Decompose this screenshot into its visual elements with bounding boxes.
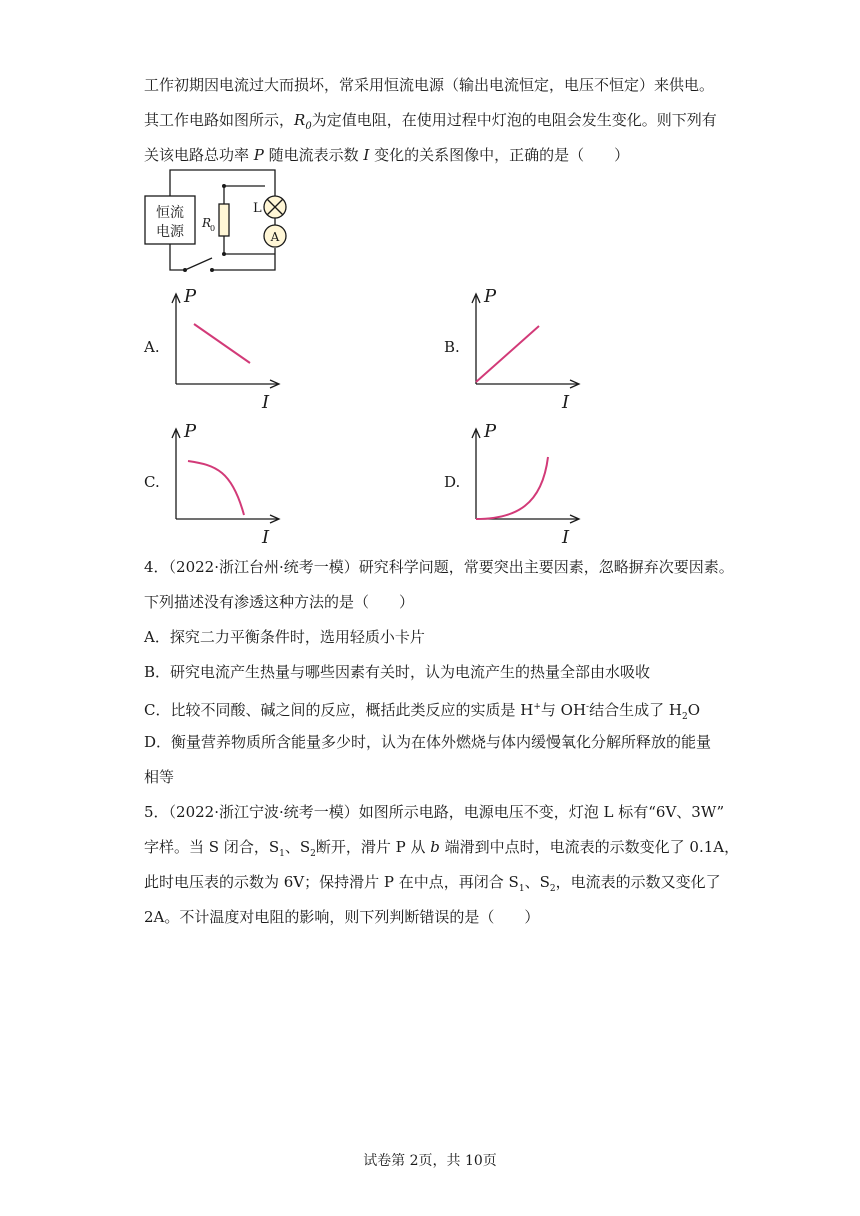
page-footer: 试卷第 2页，共 10页 <box>363 1153 497 1169</box>
option-c-label: C. <box>144 473 160 491</box>
graph-a-curve <box>194 324 250 363</box>
graph-d-curve <box>476 457 548 519</box>
resistor-r0 <box>219 204 229 236</box>
graph-option-d <box>466 419 590 547</box>
graph-d-x-label: I <box>562 527 570 547</box>
q3-line-1: 工作初期因电流过大而损坏，常采用恒流电源（输出电流恒定，电压不恒定）来供电。 <box>144 76 715 94</box>
question-5 <box>144 795 740 935</box>
i-symbol: I <box>363 146 370 164</box>
q3-line-3-text-b: 随电流表示数 <box>263 146 364 164</box>
q4-option-c <box>144 690 724 725</box>
q3-line-3-text: 关该电路总功率 <box>144 146 254 164</box>
water-subscript: 2 <box>681 712 688 722</box>
graph-option-c <box>166 419 290 547</box>
q5-line-3-text: 此时电压表的示数为 6V；保持滑片 P 在中点，再闭合 S <box>144 873 519 891</box>
s1-subscript: 1 <box>279 849 285 859</box>
r0-symbol: R <box>294 111 306 129</box>
q4-option-c-text-d: O <box>687 701 700 719</box>
switch-lever <box>185 258 212 270</box>
q5-line-2 <box>144 830 740 865</box>
q4-stem-line-1: 4．（2022·浙江台州·统考一模）研究科学问题，常要突出主要因素，忽略摒弃次要因素。 <box>144 558 734 576</box>
option-a-label: A. <box>144 338 160 356</box>
s1-subscript-2: 1 <box>518 884 525 894</box>
p-symbol: P <box>253 146 264 164</box>
graph-b-curve <box>476 326 539 382</box>
circuit-diagram <box>140 166 300 278</box>
q5-line-2-text: 字样。当 S 闭合，S <box>144 838 280 856</box>
q5-line-2-text-b: 、S <box>284 838 311 856</box>
q5-line-2-text-d: 端滑到中点时，电流表的示数变化了 0.1A， <box>439 838 740 856</box>
q3-line-2 <box>144 103 724 138</box>
q4-option-a: A．探究二力平衡条件时，选用轻质小卡片 <box>144 628 425 646</box>
q5-line-3-text-b: 、S <box>524 873 550 891</box>
graph-c-x-label: I <box>262 527 270 547</box>
q3-line-2-text-b: 为定值电阻，在使用过程中灯泡的电阻会发生变化。则下列有 <box>311 111 717 129</box>
q4-option-b: B．研究电流产生热量与哪些因素有关时，认为电流产生的热量全部由水吸收 <box>144 663 651 681</box>
q3-line-3-text-c: 变化的关系图像中，正确的是（ ） <box>369 146 630 164</box>
graph-option-b <box>466 284 590 412</box>
graph-b-x-label: I <box>562 392 570 412</box>
q5-line-2-text-c: 断开，滑片 P 从 <box>315 838 431 856</box>
q4-option-c-text: C．比较不同酸、碱之间的反应，概括此类反应的实质是 H <box>144 701 534 719</box>
question-4 <box>144 550 734 795</box>
option-b-label: B. <box>444 338 460 356</box>
resistor-label-sub: 0 <box>210 224 216 233</box>
lamp-label: L <box>253 201 262 216</box>
graph-c-y-label: P <box>184 421 197 442</box>
terminal-b-symbol: b <box>430 838 440 856</box>
graph-a-y-label: P <box>184 286 197 307</box>
question-3-stem <box>144 68 724 173</box>
source-label-line2: 电源 <box>156 224 184 240</box>
graph-d-y-label: P <box>484 421 497 442</box>
q4-option-d-line-2: 相等 <box>144 768 175 786</box>
r0-subscript: 0 <box>305 121 312 132</box>
q3-line-2-text: 其工作电路如图所示， <box>144 111 295 129</box>
resistor-label: R <box>202 216 212 230</box>
option-d-label: D. <box>444 473 461 491</box>
s2-subscript-2: 2 <box>549 884 556 894</box>
q4-option-c-text-c: 结合生成了 H <box>589 701 682 719</box>
q4-stem-line-2: 下列描述没有渗透这种方法的是（ ） <box>144 593 415 611</box>
h-ion-charge: + <box>533 702 541 712</box>
q5-line-1: 5．（2022·浙江宁波·统考一模）如图所示电路，电源电压不变，灯泡 L 标有“6V、3W” <box>144 803 725 821</box>
source-label-line1: 恒流 <box>156 205 184 221</box>
graph-c-curve <box>188 461 244 515</box>
q5-line-4: 2A。不计温度对电阻的影响，则下列判断错误的是（ ） <box>144 908 540 926</box>
graph-option-a <box>166 284 290 412</box>
q5-line-3 <box>144 865 724 900</box>
oh-ion-charge: - <box>586 702 590 712</box>
s2-subscript: 2 <box>310 849 316 859</box>
graph-a-x-label: I <box>262 392 270 412</box>
ammeter-label: A <box>270 230 280 244</box>
q5-line-3-text-c: ，电流表的示数又变化了 <box>555 873 721 891</box>
q4-option-d-line-1: D．衡量营养物质所含能量多少时，认为在体外燃烧与体内缓慢氧化分解所释放的能量 <box>144 733 712 751</box>
graph-b-y-label: P <box>484 286 497 307</box>
q4-option-c-text-b: 与 OH <box>540 701 587 719</box>
